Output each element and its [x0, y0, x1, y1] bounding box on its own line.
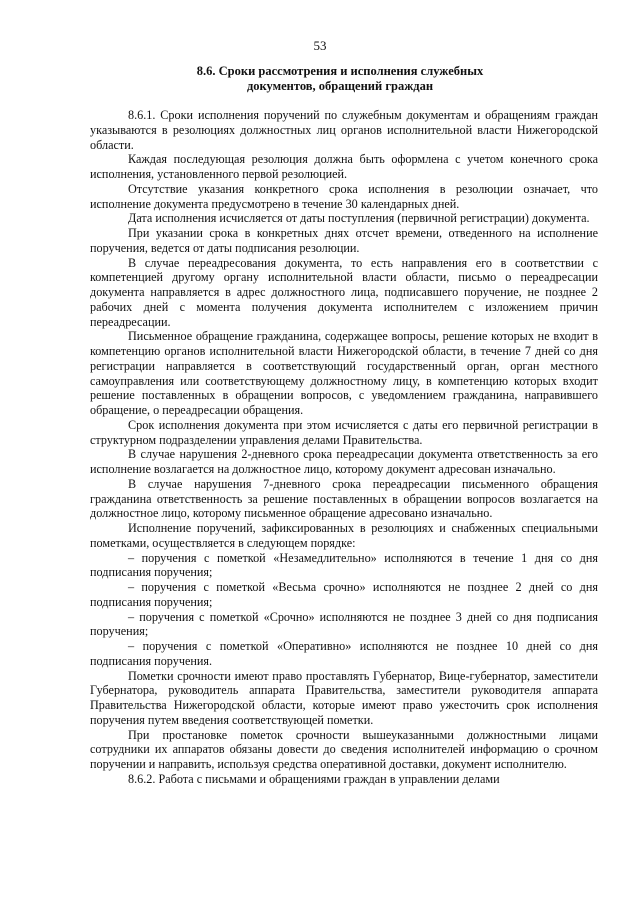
section-title-line-1: 8.6. Сроки рассмотрения и исполнения служебных: [196, 64, 484, 78]
section-title: [160, 64, 520, 94]
list-item-3: – поручения с пометкой «Срочно» исполняются не позднее 3 дней со дня подписания поручения;: [90, 609, 598, 639]
section-title-line-2: документов, обращений граждан: [246, 79, 434, 93]
page-number: 53: [313, 38, 327, 53]
paragraph-1: 8.6.1. Сроки исполнения поручений по служебным документам и обращениям граждан указываются в резолюциях должностных лиц органов исполнительной власти Нижегородской области.: [90, 108, 598, 152]
paragraph-3: Отсутствие указания конкретного срока исполнения в резолюции означает, что исполнение документа предусмотрено в течение 30 календарных дней.: [90, 181, 598, 211]
paragraph-14: 8.6.2. Работа с письмами и обращениями граждан в управлении делами: [128, 771, 500, 786]
paragraph-6: В случае переадресования документа, то есть направления его в соответствии с компетенцией другому органу исполнительной власти области, письмо о переадресации документа направляется в адрес должностного лица, подписавшего поручение, не позднее 2 рабочих дней с момента получения документа исполнителем с изложением причин переадресации.: [90, 255, 598, 329]
paragraph-13: При простановке пометок срочности вышеуказанными должностными лицами сотрудники их аппаратов обязаны довести до сведения исполнителей информацию о срочном поручении и направить, используя средства оперативной доставки, документ исполнителю.: [90, 727, 598, 771]
paragraph-9: В случае нарушения 2-дневного срока переадресации документа ответственность за его исполнение возлагается на должностное лицо, которому документ адресован изначально.: [90, 447, 598, 476]
list-item-4: – поручения с пометкой «Оперативно» исполняются не позднее 10 дней со дня подписания поручения.: [90, 639, 598, 668]
list-item-1: – поручения с пометкой «Незамедлительно» исполняются в течение 1 дня со дня подписания поручения;: [90, 550, 598, 580]
paragraph-10: В случае нарушения 7-дневного срока переадресации письменного обращения гражданина ответственность за решение поставленных в обращении вопросов возлагается на должностное лицо, которому письменное обращение адресовано изначально.: [90, 476, 598, 521]
paragraph-5: При указании срока в конкретных днях отсчет времени, отведенного на исполнение поручения, ведется от даты подписания резолюции.: [90, 226, 598, 255]
paragraph-12: Пометки срочности имеют право проставлять Губернатор, Вице-губернатор, заместители Губернатора, руководитель аппарата Правительства, заместители руководителя аппарата Правительства Нижегородской области, которые имеют право ужесточить срок исполнения поручения путем введения соответствующей пометки.: [90, 668, 598, 727]
document-body: [90, 108, 598, 787]
paragraph-4: Дата исполнения исчисляется от даты поступления (первичной регистрации) документа.: [128, 211, 590, 226]
paragraph-11: Исполнение поручений, зафиксированных в резолюциях и снабженных специальными пометками, осуществляется в следующем порядке:: [90, 521, 598, 550]
paragraph-8: Срок исполнения документа при этом исчисляется с даты его первичной регистрации в структурном подразделении управления делами Правительства.: [90, 417, 598, 447]
list-item-2: – поручения с пометкой «Весьма срочно» исполняются не позднее 2 дней со дня подписания поручения;: [90, 580, 598, 609]
paragraph-7: Письменное обращение гражданина, содержащее вопросы, решение которых не входит в компетенцию органов исполнительной власти Нижегородской области, в течение 7 дней со дня регистрации направляется в соответствующий государственный орган, орган местного самоуправления или соответствующему должностному лицу, в компетенцию которых входит решение поставленных в обращении вопросов, с уведомлением гражданина, направившего обращение, о переадресации обращения.: [90, 329, 598, 417]
paragraph-2: Каждая последующая резолюция должна быть оформлена с учетом конечного срока исполнения, установленного первой резолюцией.: [90, 152, 598, 181]
